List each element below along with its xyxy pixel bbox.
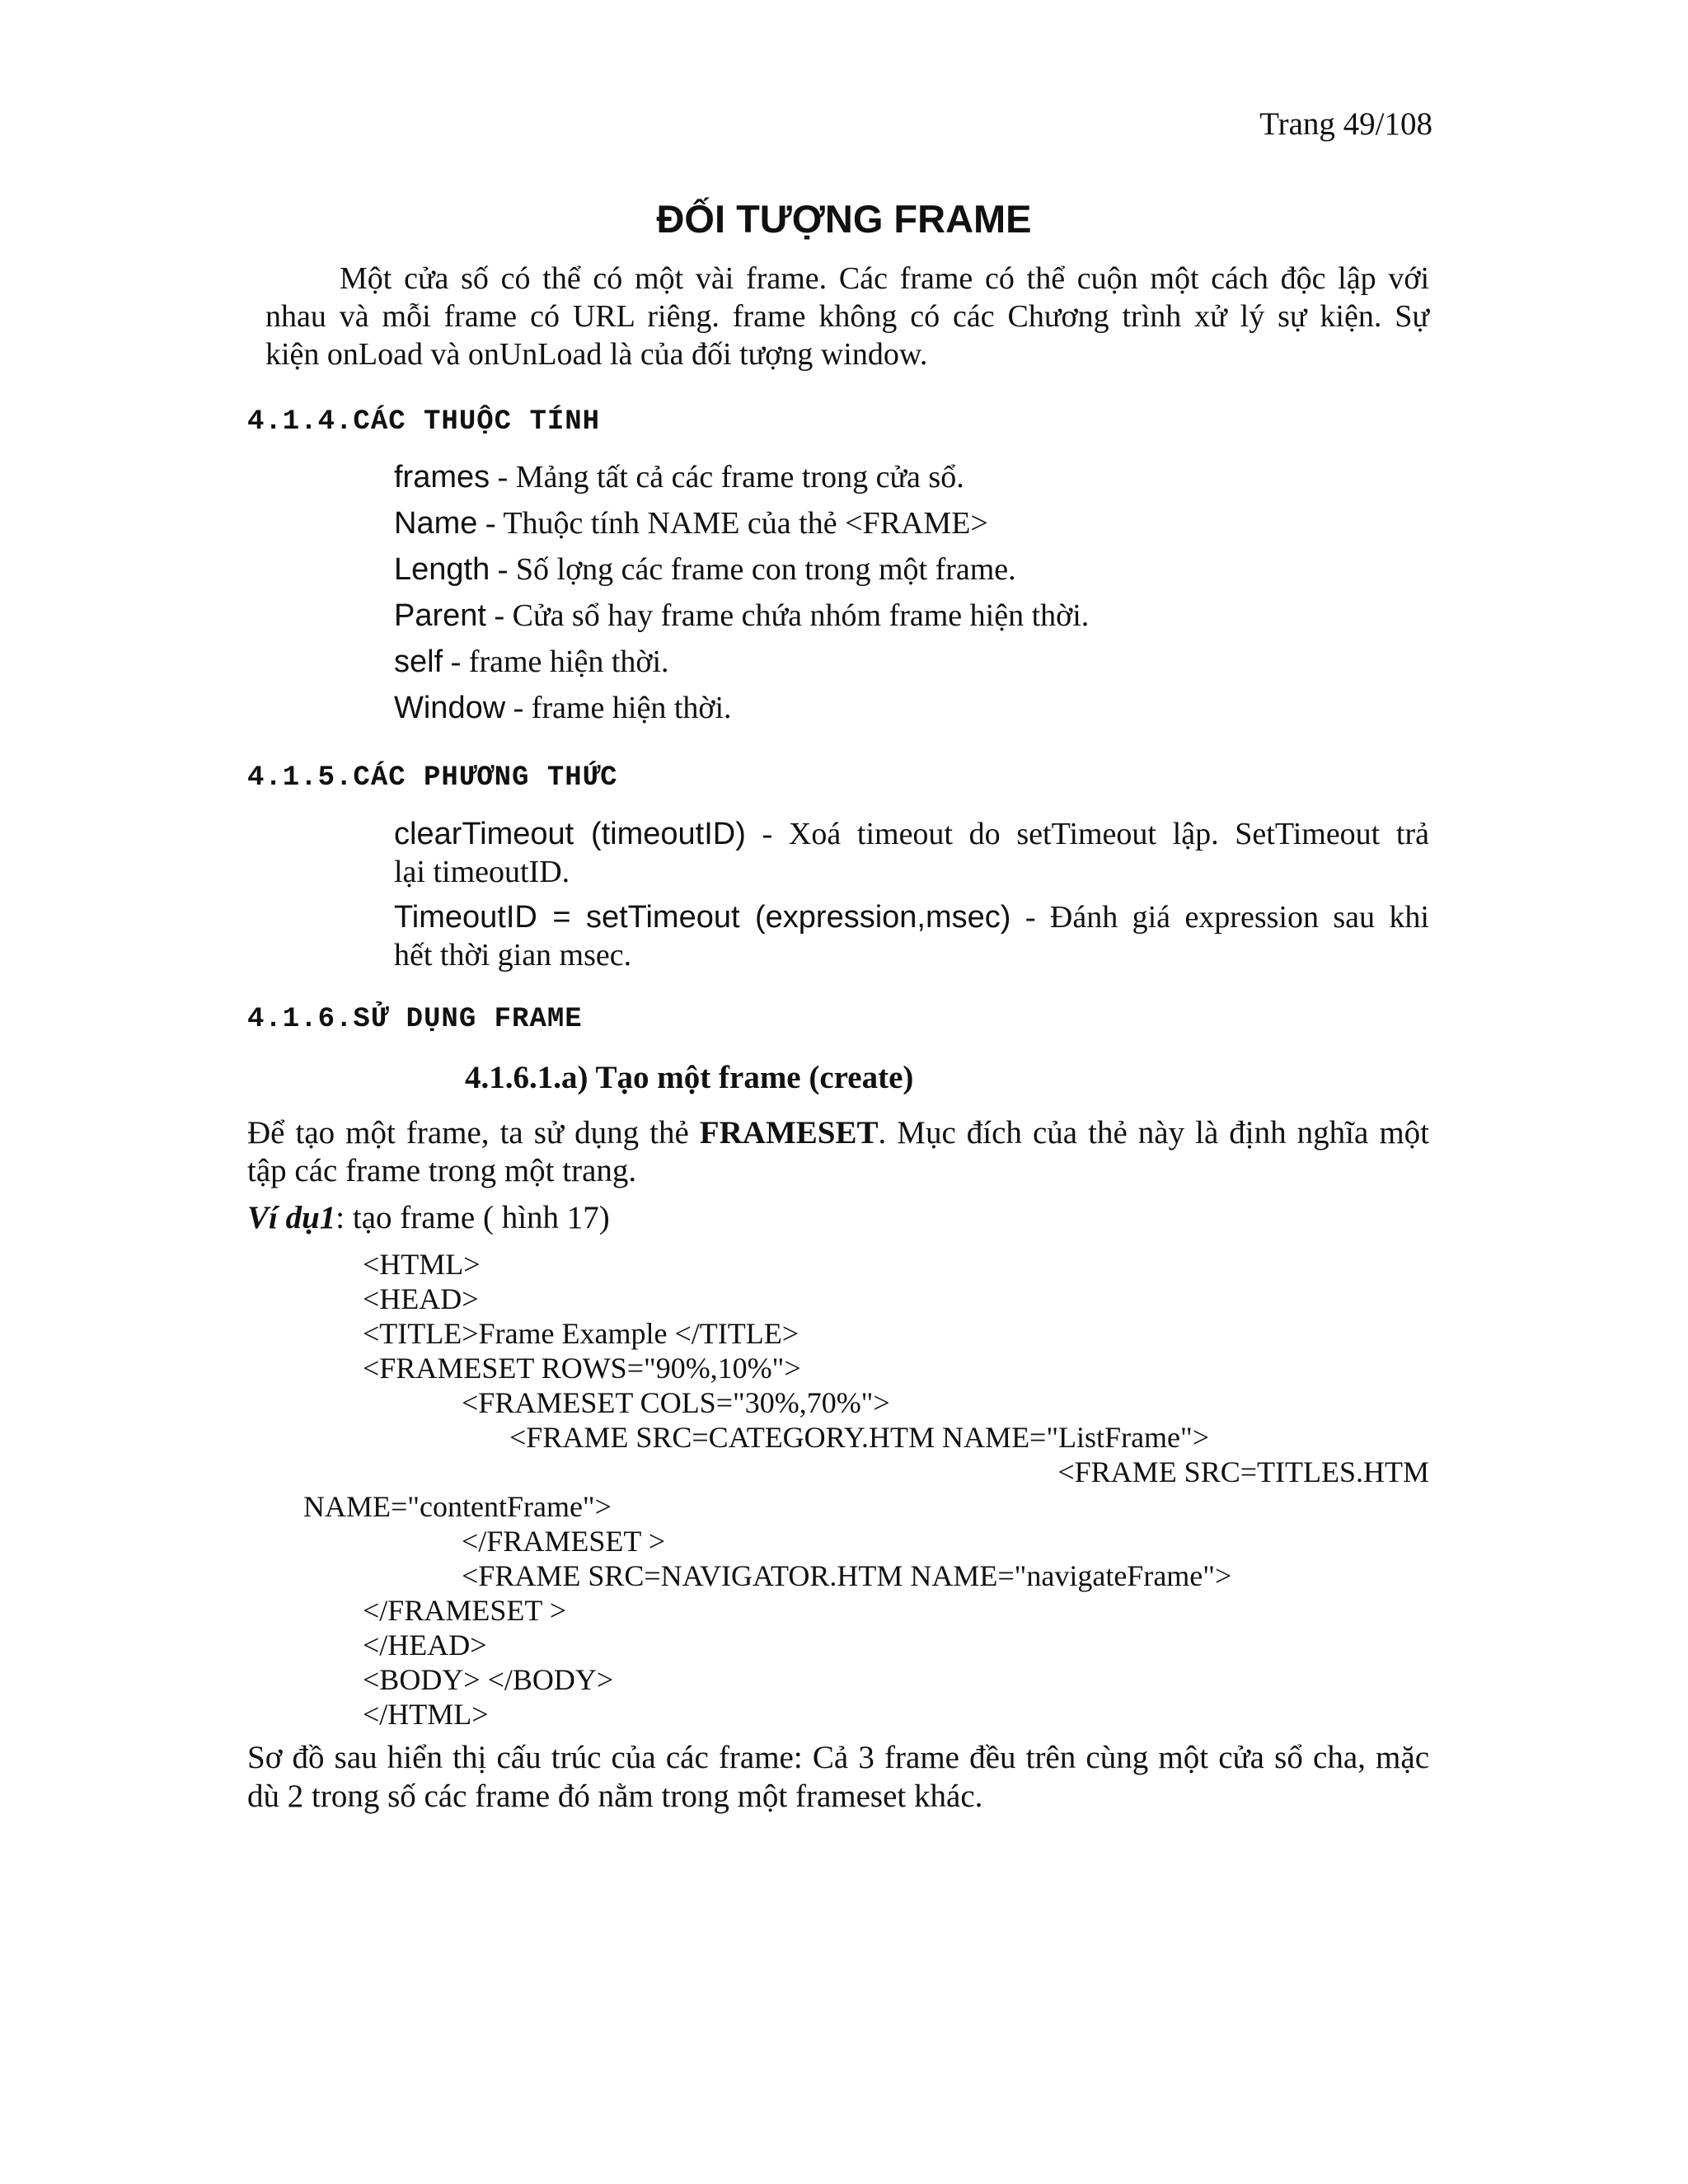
intro-line: kiện onLoad và onUnLoad là của đối tượng window. — [265, 337, 928, 372]
code-line: </FRAMESET > — [462, 1525, 665, 1558]
property-desc: - Mảng tất cả các frame trong cửa sổ. — [490, 460, 964, 494]
method-item — [394, 816, 1429, 852]
method-desc: - Đánh giá expression sau khi — [1010, 900, 1429, 935]
code-line: <FRAME SRC=TITLES.HTM — [1057, 1455, 1429, 1488]
code-line: </HEAD> — [363, 1629, 487, 1661]
example-label: Ví dụ1 — [247, 1200, 336, 1235]
property-term: frames — [394, 460, 490, 494]
intro-line: Một cửa số có thể có một vài frame. Các frame có thể cuộn một cách độc lập với — [340, 261, 1429, 296]
section-heading-usage: 4.1.6.SỬ DỤNG FRAME — [247, 1004, 583, 1035]
code-line: </FRAMESET > — [363, 1594, 566, 1627]
property-term: Length — [394, 552, 490, 587]
method-term: TimeoutID = setTimeout (expression,msec) — [394, 900, 1011, 935]
property-item — [394, 505, 988, 541]
code-line: <FRAMESET COLS="30%,70%"> — [462, 1386, 890, 1419]
code-line: <FRAMESET ROWS="90%,10%"> — [363, 1352, 801, 1385]
body-paragraph-line: tập các frame trong một trang. — [247, 1153, 637, 1188]
body-paragraph-line — [247, 1114, 1429, 1151]
body-text: . Mục đích của thẻ này là định nghĩa một — [878, 1115, 1429, 1151]
body-text: Để tạo một frame, ta sử dụng thẻ — [247, 1115, 700, 1151]
property-term: Name — [394, 506, 478, 541]
method-desc-continued: lại timeoutID. — [394, 855, 570, 889]
property-item — [394, 551, 1016, 588]
code-line: </HTML> — [363, 1698, 489, 1731]
property-desc: - Cửa sổ hay frame chứa nhóm frame hiện thời. — [485, 598, 1090, 633]
property-item — [394, 690, 732, 726]
section-heading-properties: 4.1.4.CÁC THUỘC TÍNH — [247, 406, 601, 438]
code-line: NAME="contentFrame"> — [303, 1490, 612, 1523]
code-line: <BODY> </BODY> — [363, 1663, 614, 1696]
property-term: self — [394, 644, 443, 679]
code-line: <FRAME SRC=CATEGORY.HTM NAME="ListFrame"> — [509, 1421, 1210, 1454]
property-desc: - frame hiện thời. — [443, 644, 669, 679]
body-keyword: FRAMESET — [699, 1115, 879, 1151]
intro-line: nhau và mỗi frame có URL riêng. frame không có các Chương trình xử lý sự kiện. Sự — [265, 299, 1429, 334]
example-caption — [247, 1199, 610, 1236]
method-desc: - Xoá timeout do setTimeout lập. SetTimeout trả — [745, 817, 1429, 851]
closing-paragraph-line: dù 2 trong số các frame đó nằm trong một frameset khác. — [247, 1779, 983, 1814]
property-item — [394, 459, 964, 495]
code-line: <HTML> — [363, 1248, 481, 1281]
example-text: : tạo frame ( hình 17) — [335, 1200, 610, 1235]
method-item — [394, 899, 1429, 935]
code-line: <TITLE>Frame Example </TITLE> — [363, 1317, 799, 1350]
method-term: clearTimeout (timeoutID) — [394, 817, 746, 851]
subsection-heading: 4.1.6.1.a) Tạo một frame (create) — [465, 1060, 914, 1095]
property-item — [394, 644, 669, 680]
code-line: <HEAD> — [363, 1282, 479, 1315]
code-line: <FRAME SRC=NAVIGATOR.HTM NAME="navigateFrame"> — [462, 1559, 1232, 1592]
property-term: Window — [394, 691, 506, 725]
property-item — [394, 598, 1089, 634]
closing-paragraph-line: Sơ đồ sau hiển thị cấu trúc của các frame: Cả 3 frame đều trên cùng một cửa sổ cha, mặc — [247, 1740, 1429, 1775]
property-desc: - frame hiện thời. — [505, 691, 732, 725]
section-heading-methods-text: 4.1.5.CÁC PHƯƠNG THỨC — [247, 762, 618, 794]
page-title: ĐỐI TƯỢNG FRAME — [656, 197, 1032, 241]
property-term: Parent — [394, 598, 486, 633]
method-desc-continued: hết thời gian msec. — [394, 938, 632, 972]
page-number: Trang 49/108 — [1259, 106, 1432, 142]
property-desc: - Thuộc tính NAME của thẻ <FRAME> — [477, 506, 988, 541]
property-desc: - Số lợng các frame con trong một frame. — [490, 552, 1016, 587]
